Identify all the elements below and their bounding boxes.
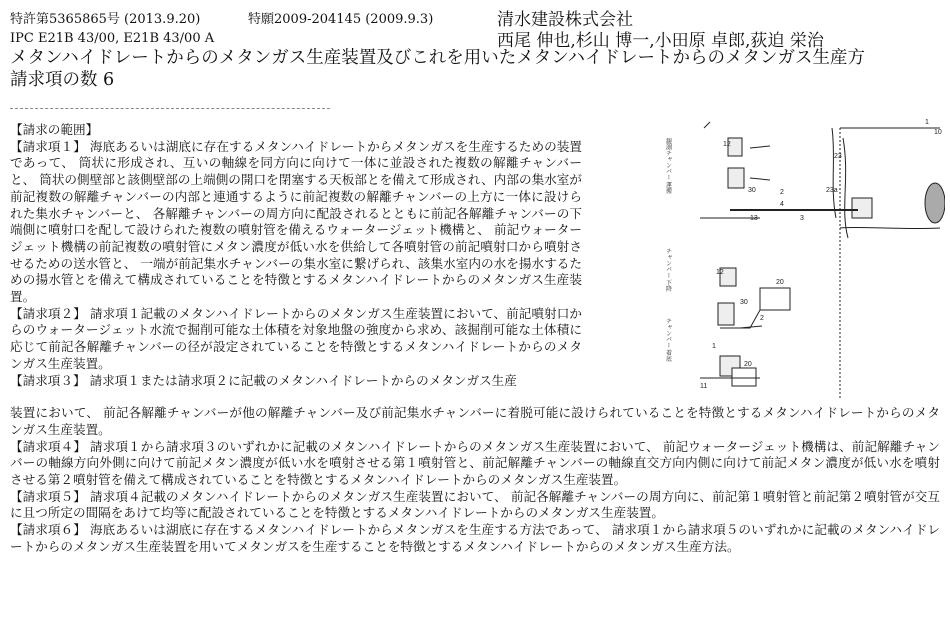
- figure-vertical-text: [665, 137, 672, 363]
- svg-text:チャンバー 下降: チャンバー 下降: [664, 248, 672, 292]
- svg-text:11: 11: [700, 383, 708, 390]
- svg-text:1: 1: [712, 343, 716, 350]
- svg-text:30: 30: [740, 299, 748, 306]
- svg-text:2: 2: [780, 189, 784, 196]
- claims-upper: [10, 122, 582, 389]
- claim-count: 請求項の数 6: [10, 70, 115, 90]
- claim-6: 【請求項６】 海底あるいは湖底に存在するメタンハイドレートからメタンガスを生産する方法であって、 請求項１から請求項５のいずれかに記載のメタンハイドレートからのメタンガス生産装置を用いてメタンガスを生産することを特徴とするメタンハイドレートからのメタンガス生産方法。: [10, 522, 940, 554]
- svg-text:13: 13: [750, 215, 758, 222]
- patent-number: 特許第5365865号 (2013.9.20): [10, 12, 201, 27]
- svg-text:観測チャンバー 運搬: 観測チャンバー 運搬: [664, 138, 672, 194]
- document-title: メタンハイドレートからのメタンガス生産装置及びこれを用いたメタンハイドレートからのメタンガス生産方: [10, 48, 866, 68]
- svg-text:20: 20: [776, 279, 784, 286]
- svg-text:12: 12: [716, 269, 724, 276]
- svg-text:30: 30: [748, 187, 756, 194]
- claim-5: 【請求項５】 請求項４記載のメタンハイドレートからのメタンガス生産装置において、 前記各解離チャンバーの周方向に、前記第１噴射管と前記第２噴射管が交互に且つ所定の間隔をあけて均等に配設されていることを特徴とするメタンハイドレートからのメタンガス生産装置。: [10, 488, 940, 521]
- svg-text:1: 1: [925, 119, 929, 126]
- divider: [10, 108, 330, 109]
- svg-text:23a: 23a: [826, 187, 838, 194]
- svg-text:20: 20: [744, 361, 752, 368]
- application-number: 特願2009-204145 (2009.9.3): [248, 12, 434, 27]
- svg-text:23: 23: [834, 153, 842, 160]
- claim-1: 【請求項１】 海底あるいは湖底に存在するメタンハイドレートからメタンガスを生産するための装置であって、 筒状に形成され、互いの軸線を同方向に向けて一体に並設された複数の解離チャンバーと、 筒状の側壁部と該側壁部の上端側の開口を閉塞する天板部とを備えて形成され、内部の集水室が前記複数の解離チャンバーの内部と連通するように前記複数の解離チャンバーの上方に一体に設けられた集水チャンバーと、 各解離チャンバーの周方向に配設されるとともに前記各解離チャンバーの下端側に噴射口を配して設けられた複数の噴射管を備えるウォータージェット機構と、 前記ウォータージェット機構の前記複数の噴射管にメタン濃度が低い水を供給して各噴射管の前記噴射口から噴射させるための送水管と、 一端が前記集水チャンバーの集水室に繋げられ、該集水室内の水を揚水するための揚水管とを備えて構成されていることを特徴とするメタンハイドレートからのメタンガス生産装置。: [10, 138, 582, 305]
- applicant: 清水建設株式会社: [497, 10, 633, 30]
- svg-text:チャンバー 着底: チャンバー 着底: [664, 318, 672, 362]
- svg-text:10: 10: [934, 129, 942, 136]
- figure-labels: [700, 119, 942, 390]
- claims-heading: 【請求の範囲】: [10, 122, 99, 137]
- patent-figure: [600, 98, 945, 400]
- inventors: 西尾 伸也,杉山 博一,小田原 卓郎,荻迫 栄治: [497, 31, 824, 51]
- claim-3-cont: 装置において、 前記各解離チャンバーが他の解離チャンバー及び前記集水チャンバーに着脱可能に設けられていることを特徴とするメタンハイドレートからのメタンガス生産装置。: [10, 405, 940, 437]
- claim-2: 【請求項２】 請求項１記載のメタンハイドレートからのメタンガス生産装置において、前記噴射口からのウォータージェット水流で掘削可能な土体積を対象地盤の強度から求め、該掘削可能な土体積に応じて前記各解離チャンバーの径が設定されていることを特徴とするメタンハイドレートからのメタンガス生産装置。: [10, 305, 582, 371]
- svg-text:2: 2: [760, 315, 764, 322]
- svg-text:12: 12: [723, 141, 731, 148]
- svg-text:3: 3: [800, 215, 804, 222]
- claim-3-start: 【請求項３】 請求項１または請求項２に記載のメタンハイドレートからのメタンガス生産: [10, 372, 517, 388]
- claim-4: 【請求項４】 請求項１から請求項３のいずれかに記載のメタンハイドレートからのメタンガス生産装置において、 前記ウォータージェット機構は、前記解離チャンバーの軸線方向外側に向けて前記メタン濃度が低い水を噴射させる第１噴射管と、前記解離チャンバーの軸線直交方向内側に向けて前記メタン濃度が低い水を噴射させる第２噴射管を備えて構成されていることを特徴とするメタンハイドレートからのメタンガス生産装置。: [10, 438, 940, 488]
- ipc-code: IPC E21B 43/00, E21B 43/00 A: [10, 31, 215, 46]
- svg-text:4: 4: [780, 201, 784, 208]
